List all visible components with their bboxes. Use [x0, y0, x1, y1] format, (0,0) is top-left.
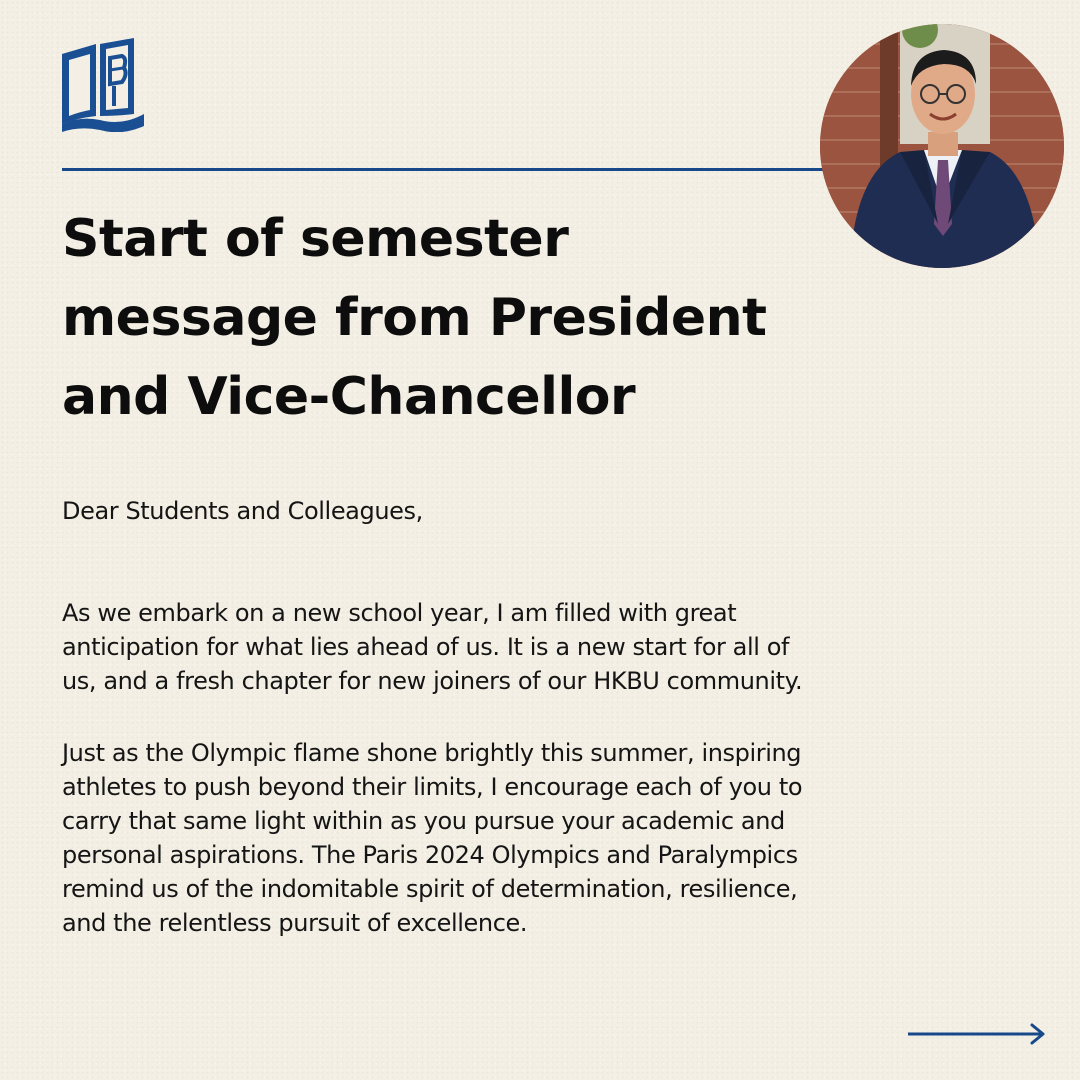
- paragraph-line: and the relentless pursuit of excellence.: [62, 909, 528, 937]
- title-line: and Vice-Chancellor: [62, 367, 636, 427]
- arrow-right-icon: [906, 1022, 1048, 1046]
- paragraph-line: carry that same light within as you pursue your academic and: [62, 807, 785, 835]
- paragraph-line: remind us of the indomitable spirit of determination, resilience,: [62, 875, 798, 903]
- greeting-line: Dear Students and Colleagues,: [62, 497, 423, 525]
- title-line: message from President: [62, 288, 767, 348]
- letter-paragraph-1: [62, 596, 1022, 698]
- next-slide-button[interactable]: [906, 1022, 1048, 1046]
- paragraph-line: As we embark on a new school year, I am filled with great: [62, 599, 737, 627]
- header-divider: [62, 168, 832, 171]
- paragraph-line: anticipation for what lies ahead of us. It is a new start for all of: [62, 633, 790, 661]
- paragraph-line: Just as the Olympic flame shone brightly this summer, inspiring: [62, 739, 802, 767]
- hkbu-logo-icon: [60, 36, 146, 132]
- paragraph-line: us, and a fresh chapter for new joiners of our HKBU community.: [62, 667, 803, 695]
- paragraph-line: athletes to push beyond their limits, I encourage each of you to: [62, 773, 803, 801]
- letter-paragraph-2: [62, 736, 1022, 940]
- paragraph-line: personal aspirations. The Paris 2024 Olympics and Paralympics: [62, 841, 798, 869]
- title-line: Start of semester: [62, 209, 569, 269]
- page-title: [62, 200, 922, 437]
- letter-greeting: [62, 494, 1022, 528]
